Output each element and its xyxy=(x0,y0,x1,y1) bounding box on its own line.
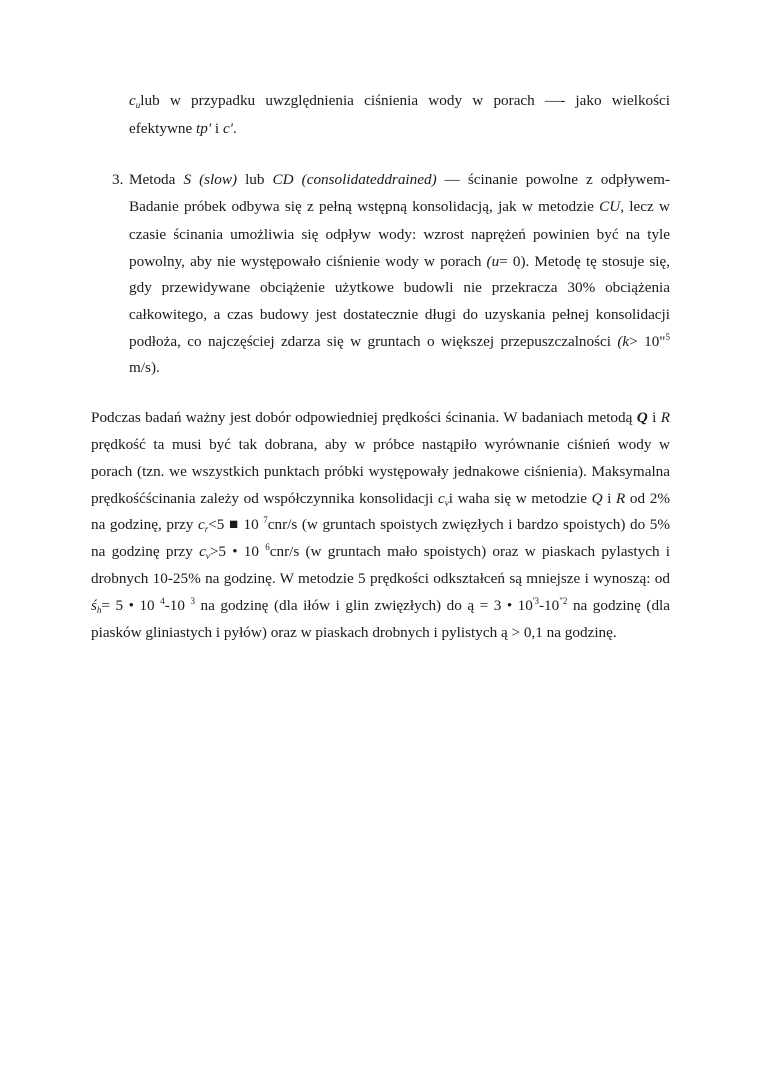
list-item-number: 3. xyxy=(112,171,124,188)
text-span: prędkośćścinania zależy od współczynnika konsolidacji xyxy=(91,490,438,507)
sh-subscript: h xyxy=(96,605,102,615)
text-span: = 5 • 10 xyxy=(101,597,161,614)
text-span: cnr/s (w gruntach spoistych zwięzłych i bardzo spoistych) do 5% xyxy=(267,516,670,533)
paragraph-line-7: drobnych 10-25% na godzinę. W metodzie 5 prędkości odkształceń są mniejsze i wynoszą: od xyxy=(91,570,670,587)
list-item-3-line-5: gdy przewidywane obciążenie użytkowe budowli nie przekracza 30% obciążenia xyxy=(129,279,670,296)
continuation-line-1 xyxy=(129,93,670,108)
paragraph-line-6 xyxy=(91,544,670,559)
exponent: '3 xyxy=(532,596,539,606)
text-span: — ścinanie powolne z odpływem- xyxy=(436,171,670,188)
method-r-label: R xyxy=(616,490,626,507)
method-r-label: R xyxy=(660,409,670,426)
cu-symbol: c xyxy=(129,92,136,109)
method-q-label: Q xyxy=(591,490,603,507)
cv-symbol: c xyxy=(437,490,445,507)
text-span: na godzinę, przy xyxy=(91,516,198,533)
k-symbol: (k xyxy=(617,333,630,350)
text-span: Podczas badań ważny jest dobór odpowiedniej prędkości ścinania. W badaniach metodą xyxy=(91,409,637,426)
continuation-line-2 xyxy=(129,121,237,136)
paragraph-line-5 xyxy=(91,517,670,532)
paragraph-line-3: porach (tzn. we wszystkich punktach próbki występowały jednakowe ciśnienia). Maksymalna xyxy=(91,463,670,480)
text-span: . xyxy=(232,120,237,137)
text-span: -10 xyxy=(164,597,191,614)
list-item-3-line-3: czasie ścinania umożliwia się odpływ wody: wzrost naprężeń powinien być na tyle xyxy=(129,226,670,243)
list-item-3-line-2 xyxy=(129,199,670,214)
cu-subscript: u xyxy=(135,100,141,110)
text-span: od 2% xyxy=(625,490,670,507)
u-symbol: (u xyxy=(486,253,500,270)
text-span: >5 • 10 xyxy=(209,543,266,560)
exponent: 6 xyxy=(265,542,270,552)
method-q-label: Q xyxy=(636,409,648,426)
cv-subscript: v xyxy=(444,498,449,508)
text-span: efektywne xyxy=(129,120,197,137)
exponent: "2 xyxy=(559,596,568,606)
list-item-3-line-1 xyxy=(129,172,670,187)
text-span: lecz w xyxy=(624,198,670,215)
text-span: lub xyxy=(237,171,273,188)
cr-subscript: r xyxy=(204,524,209,534)
text-span: -10 xyxy=(538,597,560,614)
text-span: i xyxy=(602,490,617,507)
paragraph-line-2: prędkość ta musi być tak dobrana, aby w próbce nastąpiło wyrównanie ciśnień wody w xyxy=(91,436,670,453)
paragraph-line-8 xyxy=(91,598,670,613)
cv-subscript: v xyxy=(205,551,210,561)
exponent: 7 xyxy=(263,515,268,525)
cv-symbol: c xyxy=(199,543,206,560)
list-item-3-line-7 xyxy=(129,334,670,349)
text-span: Metoda xyxy=(129,171,184,188)
text-span: i xyxy=(647,409,661,426)
exponent: 3 xyxy=(190,596,195,606)
method-cd-label: CD (consolidateddrained) xyxy=(272,171,437,188)
paragraph-line-1 xyxy=(91,410,670,425)
text-span: i waha się w metodzie xyxy=(448,490,592,507)
method-s-label: S xyxy=(183,171,192,188)
continuation-text: lub w przypadku uwzględnienia ciśnienia wody w porach —- jako wielkości xyxy=(140,92,670,109)
list-item-3-line-6: całkowitego, a czas budowy jest dostatecznie długi do uzyskania pełnej konsolidacji xyxy=(129,306,670,323)
text-span: <5 ■ 10 xyxy=(208,516,264,533)
list-item-3-line-4 xyxy=(129,254,670,269)
paragraph-line-9: piasków gliniastych i pyłów) oraz w piaskach drobnych i pylistych ą > 0,1 na godzinę. xyxy=(91,624,617,641)
text-span: podłoża, co najczęściej zdarza się w gruntach o większej przepuszczalności xyxy=(129,333,618,350)
text-span: cnr/s (w gruntach mało spoistych) oraz w piaskach pylastych i xyxy=(269,543,670,560)
exponent: 4 xyxy=(160,596,165,606)
method-cu-label: CU, xyxy=(599,198,625,215)
sh-symbol: ś xyxy=(91,597,97,614)
paragraph-line-4 xyxy=(91,491,670,506)
text-span: i xyxy=(211,120,223,137)
slow-label: (slow) xyxy=(199,171,238,188)
cr-symbol: c xyxy=(197,516,205,533)
text-span: > 10" xyxy=(629,333,666,350)
tp-prime-symbol: tp' xyxy=(196,120,212,137)
list-item-3-line-8: m/s). xyxy=(129,359,160,376)
exponent: 5 xyxy=(665,332,670,342)
text-span: = 0). Metodę tę stosuje się, xyxy=(499,253,670,270)
text-span: Badanie próbek odbywa się z pełną wstępną konsolidacją, jak w metodzie xyxy=(129,198,600,215)
text-span: na godzinę (dla xyxy=(567,597,671,614)
text-span: na godzinę przy xyxy=(91,543,200,560)
text-span: na godzinę (dla iłów i glin zwięzłych) do ą = 3 • 10 xyxy=(194,597,533,614)
text-span: powolny, aby nie występowało ciśnienie wody w porach xyxy=(129,253,487,270)
c-prime-symbol: c' xyxy=(222,120,233,137)
